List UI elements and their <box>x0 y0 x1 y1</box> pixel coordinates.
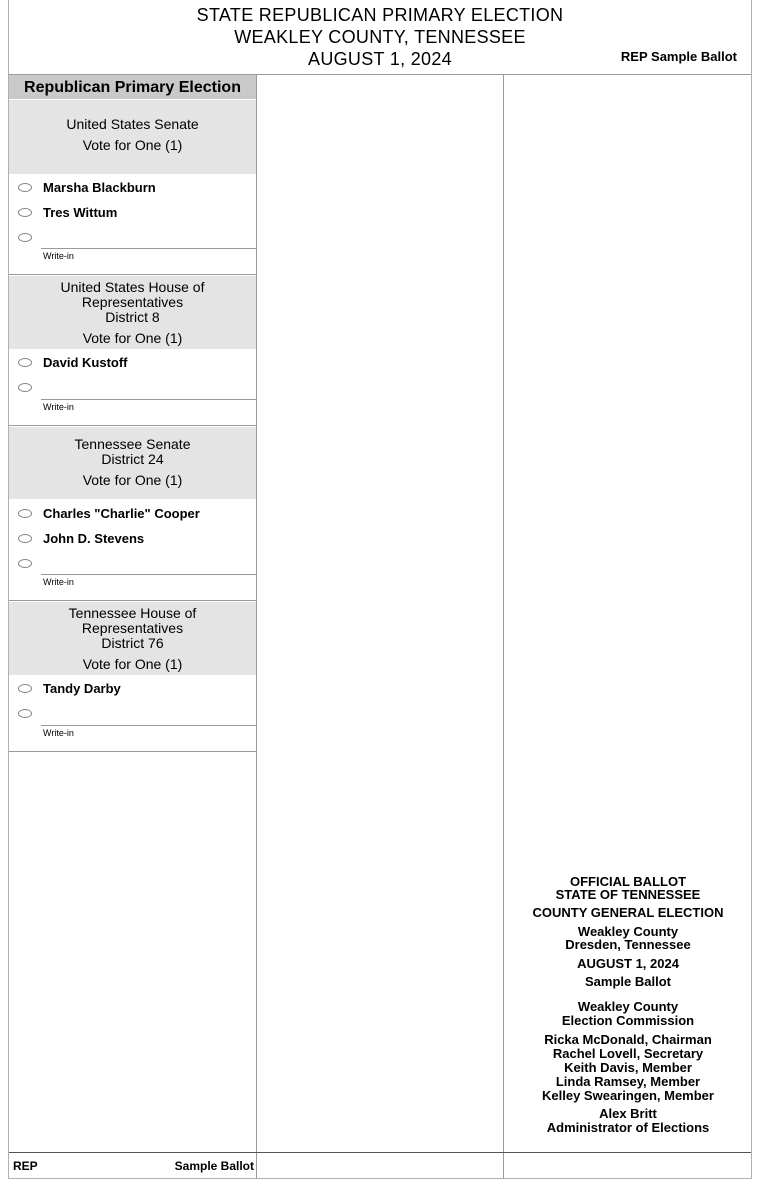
candidate-name: John D. Stevens <box>43 531 145 546</box>
vote-instruction: Vote for One (1) <box>82 656 183 672</box>
candidate-name: Tandy Darby <box>43 681 121 696</box>
county-title: WEAKLEY COUNTY, TENNESSEE <box>234 27 526 47</box>
section-heading: Republican Primary Election <box>9 75 256 99</box>
race-header-tn-house <box>9 602 256 675</box>
candidate-name: David Kustoff <box>43 355 128 370</box>
vote-oval[interactable] <box>18 684 32 693</box>
ballot-type-tag: REP Sample Ballot <box>620 49 737 64</box>
election-title: STATE REPUBLICAN PRIMARY ELECTION <box>196 5 564 25</box>
official-state-line: STATE OF TENNESSEE <box>555 887 701 902</box>
ballot-column-1 <box>9 75 256 1152</box>
vote-oval[interactable] <box>18 383 32 392</box>
administrator-name: Alex Britt <box>599 1106 657 1121</box>
commission-member: Rachel Lovell, Secretary <box>552 1046 704 1061</box>
race-title-line: Representatives <box>81 620 184 636</box>
race-title-line: District 8 <box>105 309 160 325</box>
writein-row[interactable] <box>9 377 256 401</box>
commission-member: Keith Davis, Member <box>564 1060 692 1075</box>
writein-line <box>41 725 256 726</box>
candidate-row[interactable] <box>9 678 256 702</box>
official-ballot-block <box>504 875 752 1134</box>
race-title-line: United States Senate <box>66 116 199 132</box>
commission-name-line: Election Commission <box>561 1013 695 1028</box>
official-city-line: Dresden, Tennessee <box>565 937 691 952</box>
official-date-line: AUGUST 1, 2024 <box>577 956 679 971</box>
candidate-row[interactable] <box>9 202 256 226</box>
candidate-name: Marsha Blackburn <box>43 180 156 195</box>
writein-line <box>41 574 256 575</box>
ballot-column-2 <box>256 75 504 1152</box>
race-header-us-house <box>9 276 256 349</box>
official-county-line: Weakley County <box>577 924 679 939</box>
race-divider <box>9 274 256 275</box>
writein-line <box>41 399 256 400</box>
race-title-line: United States House of <box>60 279 205 295</box>
ballot-column-3 <box>503 75 752 1152</box>
footer-cell <box>503 1153 752 1179</box>
race-divider <box>9 751 256 752</box>
writein-line <box>41 248 256 249</box>
vote-oval[interactable] <box>18 534 32 543</box>
vote-oval[interactable] <box>18 559 32 568</box>
race-title-line: District 76 <box>101 635 164 651</box>
ballot-header <box>9 0 751 75</box>
ballot-page <box>8 0 752 1179</box>
writein-label: Write-in <box>43 402 74 412</box>
official-sample-line: Sample Ballot <box>585 974 671 989</box>
footer-cell <box>256 1153 504 1179</box>
race-title-line: District 24 <box>101 451 164 467</box>
race-header-tn-senate <box>9 427 256 499</box>
vote-oval[interactable] <box>18 358 32 367</box>
writein-label: Write-in <box>43 577 74 587</box>
writein-label: Write-in <box>43 728 74 738</box>
vote-instruction: Vote for One (1) <box>82 330 183 346</box>
vote-instruction: Vote for One (1) <box>82 137 183 153</box>
vote-oval[interactable] <box>18 233 32 242</box>
race-title-line: Tennessee House of <box>68 605 197 621</box>
footer-cell <box>9 1153 256 1179</box>
administrator-title: Administrator of Elections <box>546 1120 710 1135</box>
commission-member: Linda Ramsey, Member <box>555 1074 701 1089</box>
writein-row[interactable] <box>9 703 256 727</box>
candidate-row[interactable] <box>9 352 256 376</box>
candidate-name: Charles "Charlie" Cooper <box>43 506 200 521</box>
candidate-row[interactable] <box>9 528 256 552</box>
race-header-us-senate <box>9 100 256 174</box>
commission-member: Ricka McDonald, Chairman <box>544 1032 712 1047</box>
election-date: AUGUST 1, 2024 <box>308 49 452 69</box>
vote-instruction: Vote for One (1) <box>82 472 183 488</box>
candidate-row[interactable] <box>9 503 256 527</box>
vote-oval[interactable] <box>18 509 32 518</box>
race-divider <box>9 425 256 426</box>
footer-sample-label: Sample Ballot <box>174 1159 254 1173</box>
official-ballot-line: OFFICIAL BALLOT <box>569 874 687 889</box>
vote-oval[interactable] <box>18 208 32 217</box>
commission-county-line: Weakley County <box>577 999 679 1014</box>
candidate-row[interactable] <box>9 177 256 201</box>
race-title-line: Representatives <box>81 294 184 310</box>
vote-oval[interactable] <box>18 183 32 192</box>
race-divider <box>9 600 256 601</box>
vote-oval[interactable] <box>18 709 32 718</box>
footer-party: REP <box>13 1159 38 1173</box>
race-title-line: Tennessee Senate <box>74 436 191 452</box>
commission-member: Kelley Swearingen, Member <box>542 1088 714 1103</box>
writein-label: Write-in <box>43 251 74 261</box>
candidate-name: Tres Wittum <box>43 205 118 220</box>
official-election-line: COUNTY GENERAL ELECTION <box>532 905 724 920</box>
ballot-footer <box>9 1152 751 1179</box>
